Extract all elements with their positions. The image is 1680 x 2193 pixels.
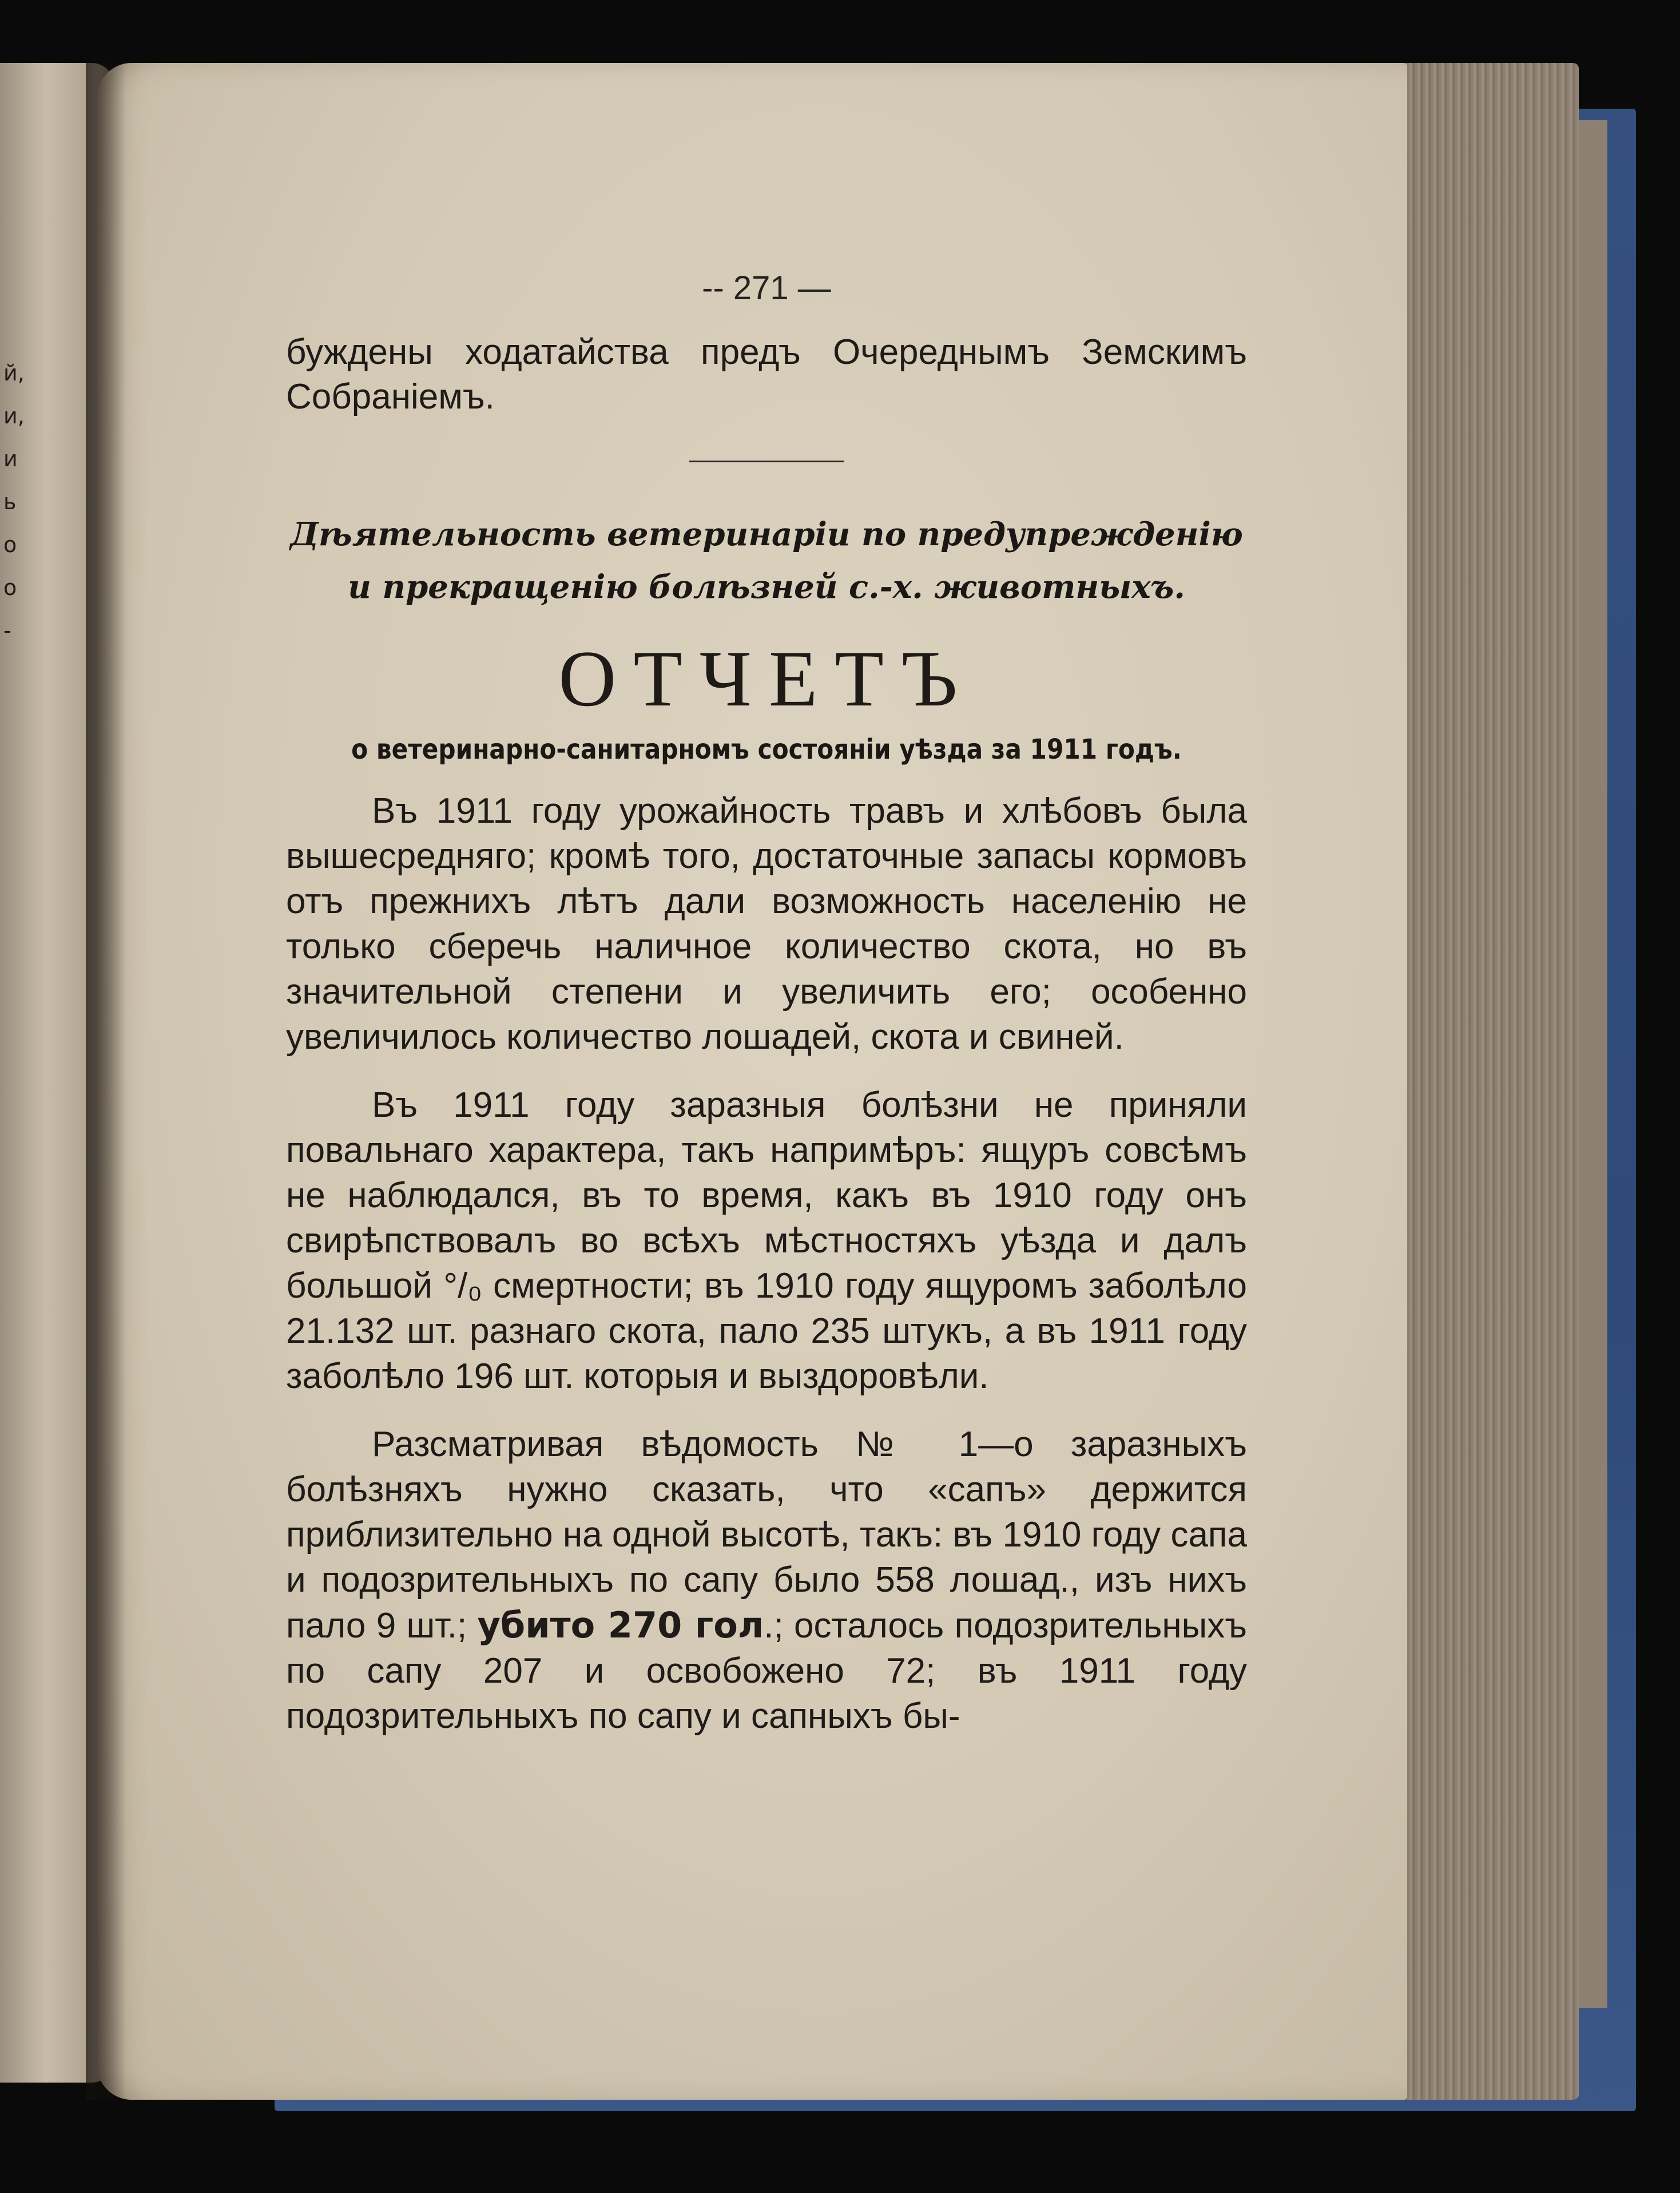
report-title: ОТЧЕТЪ <box>558 634 975 723</box>
section-divider <box>689 461 844 462</box>
paragraph-text: .; осталось подозрительныхъ по сапу 207 и освобожено 72; въ 1911 году подозрительныхъ по сапу и сапныхъ бы- <box>286 1606 1247 1736</box>
spine-shadow <box>86 63 126 2100</box>
book-page <box>97 63 1407 2100</box>
left-fragment: и <box>3 446 18 471</box>
left-fragment: о <box>3 532 17 557</box>
left-page-text-fragments <box>0 360 23 661</box>
bold-text: убито 270 гол <box>477 1604 764 1646</box>
body-paragraph: Въ 1911 году урожайность травъ и хлѣбовъ была вышесредняго; кромѣ того, достаточные запасы кормовъ отъ прежнихъ лѣтъ дали возможность населенію не только сберечь наличное количество скота, но въ значительной степени и увеличить его; особенно увеличилось количество лошадей, скота и свиней. <box>286 791 1247 1057</box>
opening-paragraph: буждены ходатайства предъ Очереднымъ Земскимъ Собраніемъ. <box>286 332 1247 417</box>
paragraph-text: Разсматривая вѣдомость № 1—о заразныхъ болѣзняхъ нужно сказать, что «сапъ» держится приблизительно на одной высотѣ, такъ: въ 1910 году сапа и подозрительныхъ по сапу было 558 лошад., изъ нихъ пало 9 шт.; <box>286 1425 1247 1645</box>
left-fragment: й, <box>3 360 25 386</box>
page-text-area <box>286 200 1247 1762</box>
page-edges <box>1384 63 1579 2100</box>
body-paragraph <box>286 1422 1247 1739</box>
left-fragment: о <box>3 575 17 600</box>
left-fragment: ь <box>3 489 17 514</box>
section-heading: Дѣятельность ветеринаріи по предупрежденію и прекращенію болѣзней с.-х. животныхъ. <box>290 515 1243 606</box>
left-fragment: - <box>3 618 11 643</box>
report-subtitle: о ветеринарно-санитарномъ состояніи уѣзда за 1911 годъ. <box>351 733 1182 766</box>
page-number: -- 271 — <box>702 269 831 307</box>
body-paragraph: Въ 1911 году заразныя болѣзни не приняли повальнаго характера, такъ напримѣръ: ящуръ совсѣмъ не наблюдался, въ то время, какъ въ 1910 году онъ свирѣпствовалъ во всѣхъ мѣстностяхъ уѣзда и далъ большой °/₀ смертности; въ 1910 году ящуромъ заболѣло 21.132 шт. разнаго скота, пало 235 штукъ, а въ 1911 году заболѣло 196 шт. которыя и выздоровѣли. <box>286 1085 1247 1396</box>
left-fragment: и, <box>3 403 25 429</box>
